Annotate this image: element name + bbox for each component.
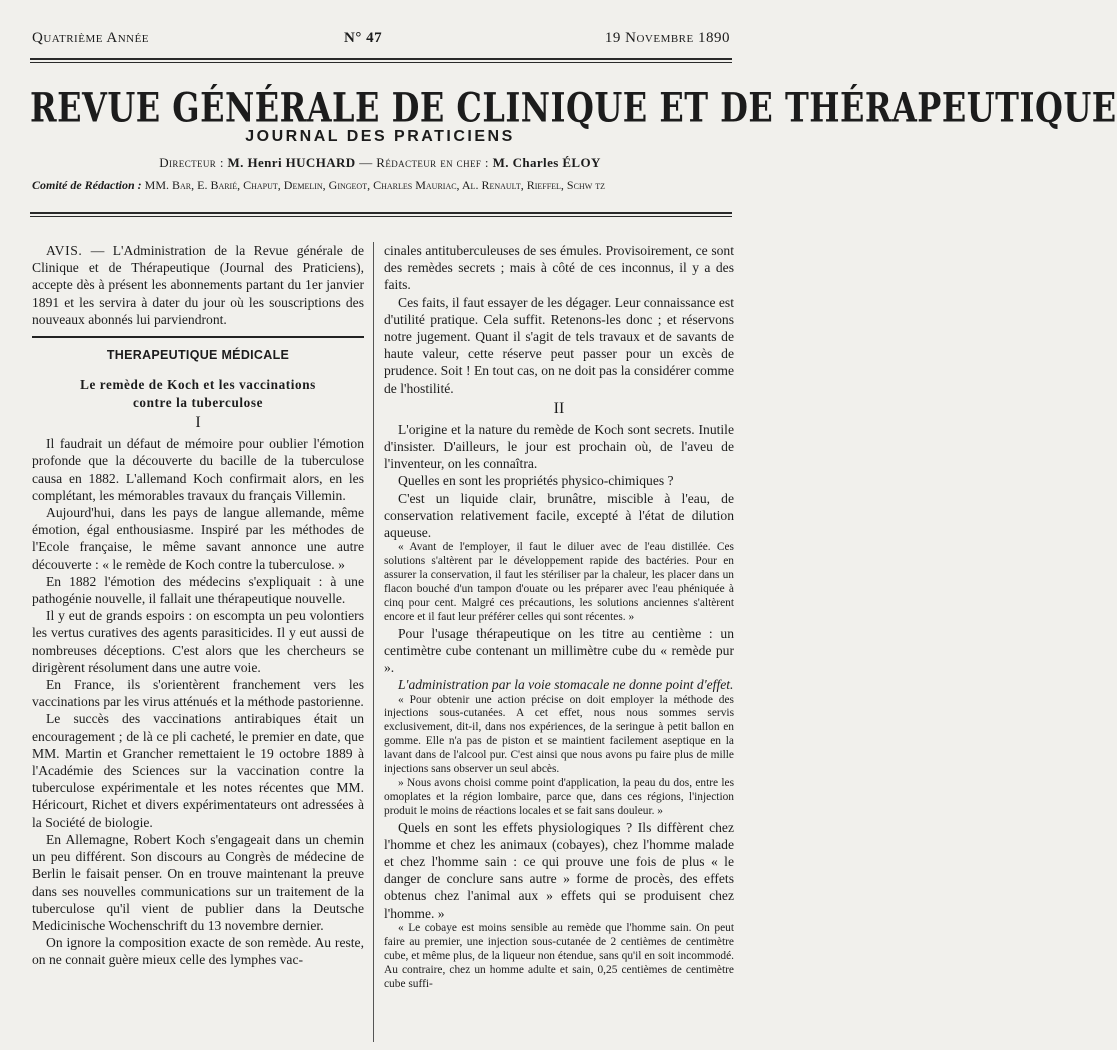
body-paragraph: Pour l'usage thérapeutique on les titre au centième : un centimètre cube contenant un millimètre cube du « remède pur ».: [384, 625, 734, 676]
directeur-name: M. Henri HUCHARD: [227, 155, 356, 170]
issue-header-line: [32, 30, 730, 52]
quote-paragraph: « Avant de l'employer, il faut le diluer avec de l'eau distillée. Ces solutions s'altèrent par le développement rapide des bactéries. Pour en assurer la conservation, il faut les stériliser par la chaleur, les placer dans un flacon bouché d'un tampon d'ouate ou les préparer avec l'eau phéniquée à cinq pour cent. Malgré ces précautions, les solutions anciennes s'altèrent encore et il faut leur préférer celles qui sont récentes. »: [384, 541, 734, 623]
section-divider: [32, 336, 364, 338]
avis-title: AVIS.: [46, 243, 83, 258]
body-paragraph: Quels en sont les effets physiologiques ? Ils diffèrent chez l'homme et chez les animaux (cobayes), chez l'homme malade et chez l'homme sain : ce qui prouve une fois de plus « le danger de conclure sans autre » forme de procès, des effets obtenus chez l'animal aux » effets qui se produisent chez l'homme. »: [384, 819, 734, 921]
comite-names: MM. Bar, E. Barié, Chaput, Demelin, Gingeot, Charles Mauriac, Al. Renault, Rieffel, Schw tz: [144, 178, 606, 192]
body-paragraph: C'est un liquide clair, brunâtre, miscible à l'eau, de conservation relativement facile, excepté à l'état de dilution aqueuse.: [384, 490, 734, 541]
journal-subtitle: JOURNAL DES PRATICIENS: [245, 128, 515, 145]
quoted-block: [384, 694, 734, 819]
avis-text: — L'Administration de la Revue générale de Clinique et de Thérapeutique (Journal des Praticiens), accepte dès à présent les abonnements partant du 1er janvier 1891 et les servira à dater du jour où les souscriptions des nouveaux abonnés lui parviendront.: [32, 243, 364, 327]
body-paragraph: En France, ils s'orientèrent franchement vers les vaccinations par les virus atténués et la méthode pastorienne.: [32, 677, 364, 710]
quoted-block: [384, 541, 734, 624]
issue-number: N° 47: [344, 30, 383, 46]
body-paragraph: cinales antituberculeuses de ses émules. Provisoirement, ce sont des remèdes secrets ; mais à côté de ces inconnus, il y a des faits.: [384, 243, 734, 293]
quote-paragraph: » Nous avons choisi comme point d'application, la peau du dos, entre les omoplates et la région lombaire, parce que, dans ces régions, l'injection produit le moins de réactions locales et se fait sans douleur. »: [384, 776, 734, 817]
year-label: Quatrième Année: [32, 30, 150, 46]
article-title-line-2: contre la tuberculose: [132, 395, 264, 411]
article-title-line-1: Le remède de Koch et les vaccinations: [80, 377, 316, 393]
header-rule-top: [30, 58, 732, 60]
body-paragraph: L'administration par la voie stomacale ne donne point d'effet.: [398, 677, 734, 693]
body-paragraph: On ignore la composition exacte de son remède. Au reste, on ne connait guère mieux celle des lymphes vac-: [32, 935, 364, 968]
quoted-block: [384, 922, 734, 992]
part-two-heading: II: [553, 399, 565, 417]
body-paragraph: Quelles en sont les propriétés physico-chimiques ?: [398, 473, 674, 489]
body-paragraph: En Allemagne, Robert Koch s'engageait dans un chemin un peu différent. Son discours au Congrès de médecine de Berlin le faisait penser. On en trouve maintenant la preuve dans ses nouvelles communications sur un traitement de la tuberculose qu'il vient de publier dans la Deutsche Medicinische Wochenschrift du 13 novembre dernier.: [32, 831, 364, 933]
section-title: THERAPEUTIQUE MÉDICALE: [106, 348, 290, 363]
right-column: [384, 242, 734, 991]
comite-label: Comité de Rédaction :: [32, 178, 142, 192]
journal-title: REVUE GÉNÉRALE DE CLINIQUE ET DE THÉRAPEUTIQUE: [30, 84, 1117, 132]
header-rule-top-thin: [30, 62, 732, 63]
directors-line: [30, 155, 730, 171]
body-paragraph: Il faudrait un défaut de mémoire pour oublier l'émotion profonde que la découverte du bacille de la tuberculose causa en 1882. L'allemand Koch confirmait alors, en les complétant, les mémorables travaux du français Villemin.: [32, 436, 364, 503]
issue-date: 19 Novembre 1890: [604, 30, 730, 46]
part-one-heading: I: [195, 414, 201, 432]
body-paragraph: Aujourd'hui, dans les pays de langue allemande, même émotion, égal enthousiasme. Inspiré par les méthodes de l'Ecole française, le même savant annonce une autre découverte : « le remède de Koch contre la tuberculose. »: [32, 505, 364, 572]
column-divider: [373, 242, 374, 1042]
body-paragraph: Ces faits, il faut essayer de les dégager. Leur connaissance est d'utilité pratique. Cela suffit. Retenons-les donc ; et réservons notre jugement. Quant il s'agit de tels travaux et de savants de haute valeur, cette réserve peut passer pour un excès de prudence. Soit ! En tout cas, on ne doit pas la considérer comme de l'hostilité.: [384, 294, 734, 396]
quote-paragraph: « Le cobaye est moins sensible au remède que l'homme sain. On peut faire au premier, une injection sous-cutanée de 2 centièmes de centimètre cube, et même plus, de la liqueur non étendue, sans qu'il en soit incommodé. Au contraire, chez un homme adulte et sain, 0,25 centièmes de centimètre cube suffi-: [384, 921, 734, 990]
header-rule-bottom: [30, 212, 732, 214]
body-paragraph: Il y eut de grands espoirs : on escompta un peu volontiers les vertus curatives des agents parasiticides. Il y eut aussi de nombreuses déceptions. C'est alors que les chercheurs se dirigèrent résolument dans une autre voie.: [32, 608, 364, 675]
quote-paragraph: « Pour obtenir une action précise on doit employer la méthode des injections sous-cutanées. A cet effet, nous nous sommes servis exclusivement, dit-il, dans nos expériences, de la seringue à petit ballon en gomme. Elle n'a pas de piston et se maintient facilement aseptique en la lavant dans de l'alcool pur. C'est ainsi que nous avons pu faire plus de mille injections sans observer un seul abcès.: [384, 693, 734, 776]
directeur-label: Directeur :: [159, 155, 224, 170]
avis-paragraph: [32, 242, 364, 328]
left-column: [32, 242, 364, 969]
comite-line: [32, 178, 732, 193]
body-paragraph: Le succès des vaccinations antirabiques était un encouragement ; de là ce pli cacheté, le premier en date, que MM. Martin et Grancher remettaient le 19 octobre 1889 à l'Académie des Sciences sur la vaccination contre la tuberculose expérimentale et les notes récentes que MM. Héricourt, Richet et divers expérimentateurs ont adressées à la Société de biologie.: [32, 711, 364, 830]
redacteur-label: — Rédacteur en chef :: [359, 155, 489, 170]
header-rule-bottom-thin: [30, 216, 732, 217]
body-paragraph: L'origine et la nature du remède de Koch sont secrets. Inutile d'insister. D'ailleurs, le jour est prochain où, de l'aveu de l'inventeur, on les connaîtra.: [384, 421, 734, 472]
body-paragraph: En 1882 l'émotion des médecins s'expliquait : à une pathogénie nouvelle, il fallait une thérapeutique nouvelle.: [32, 573, 364, 607]
redacteur-name: M. Charles ÉLOY: [492, 155, 601, 170]
